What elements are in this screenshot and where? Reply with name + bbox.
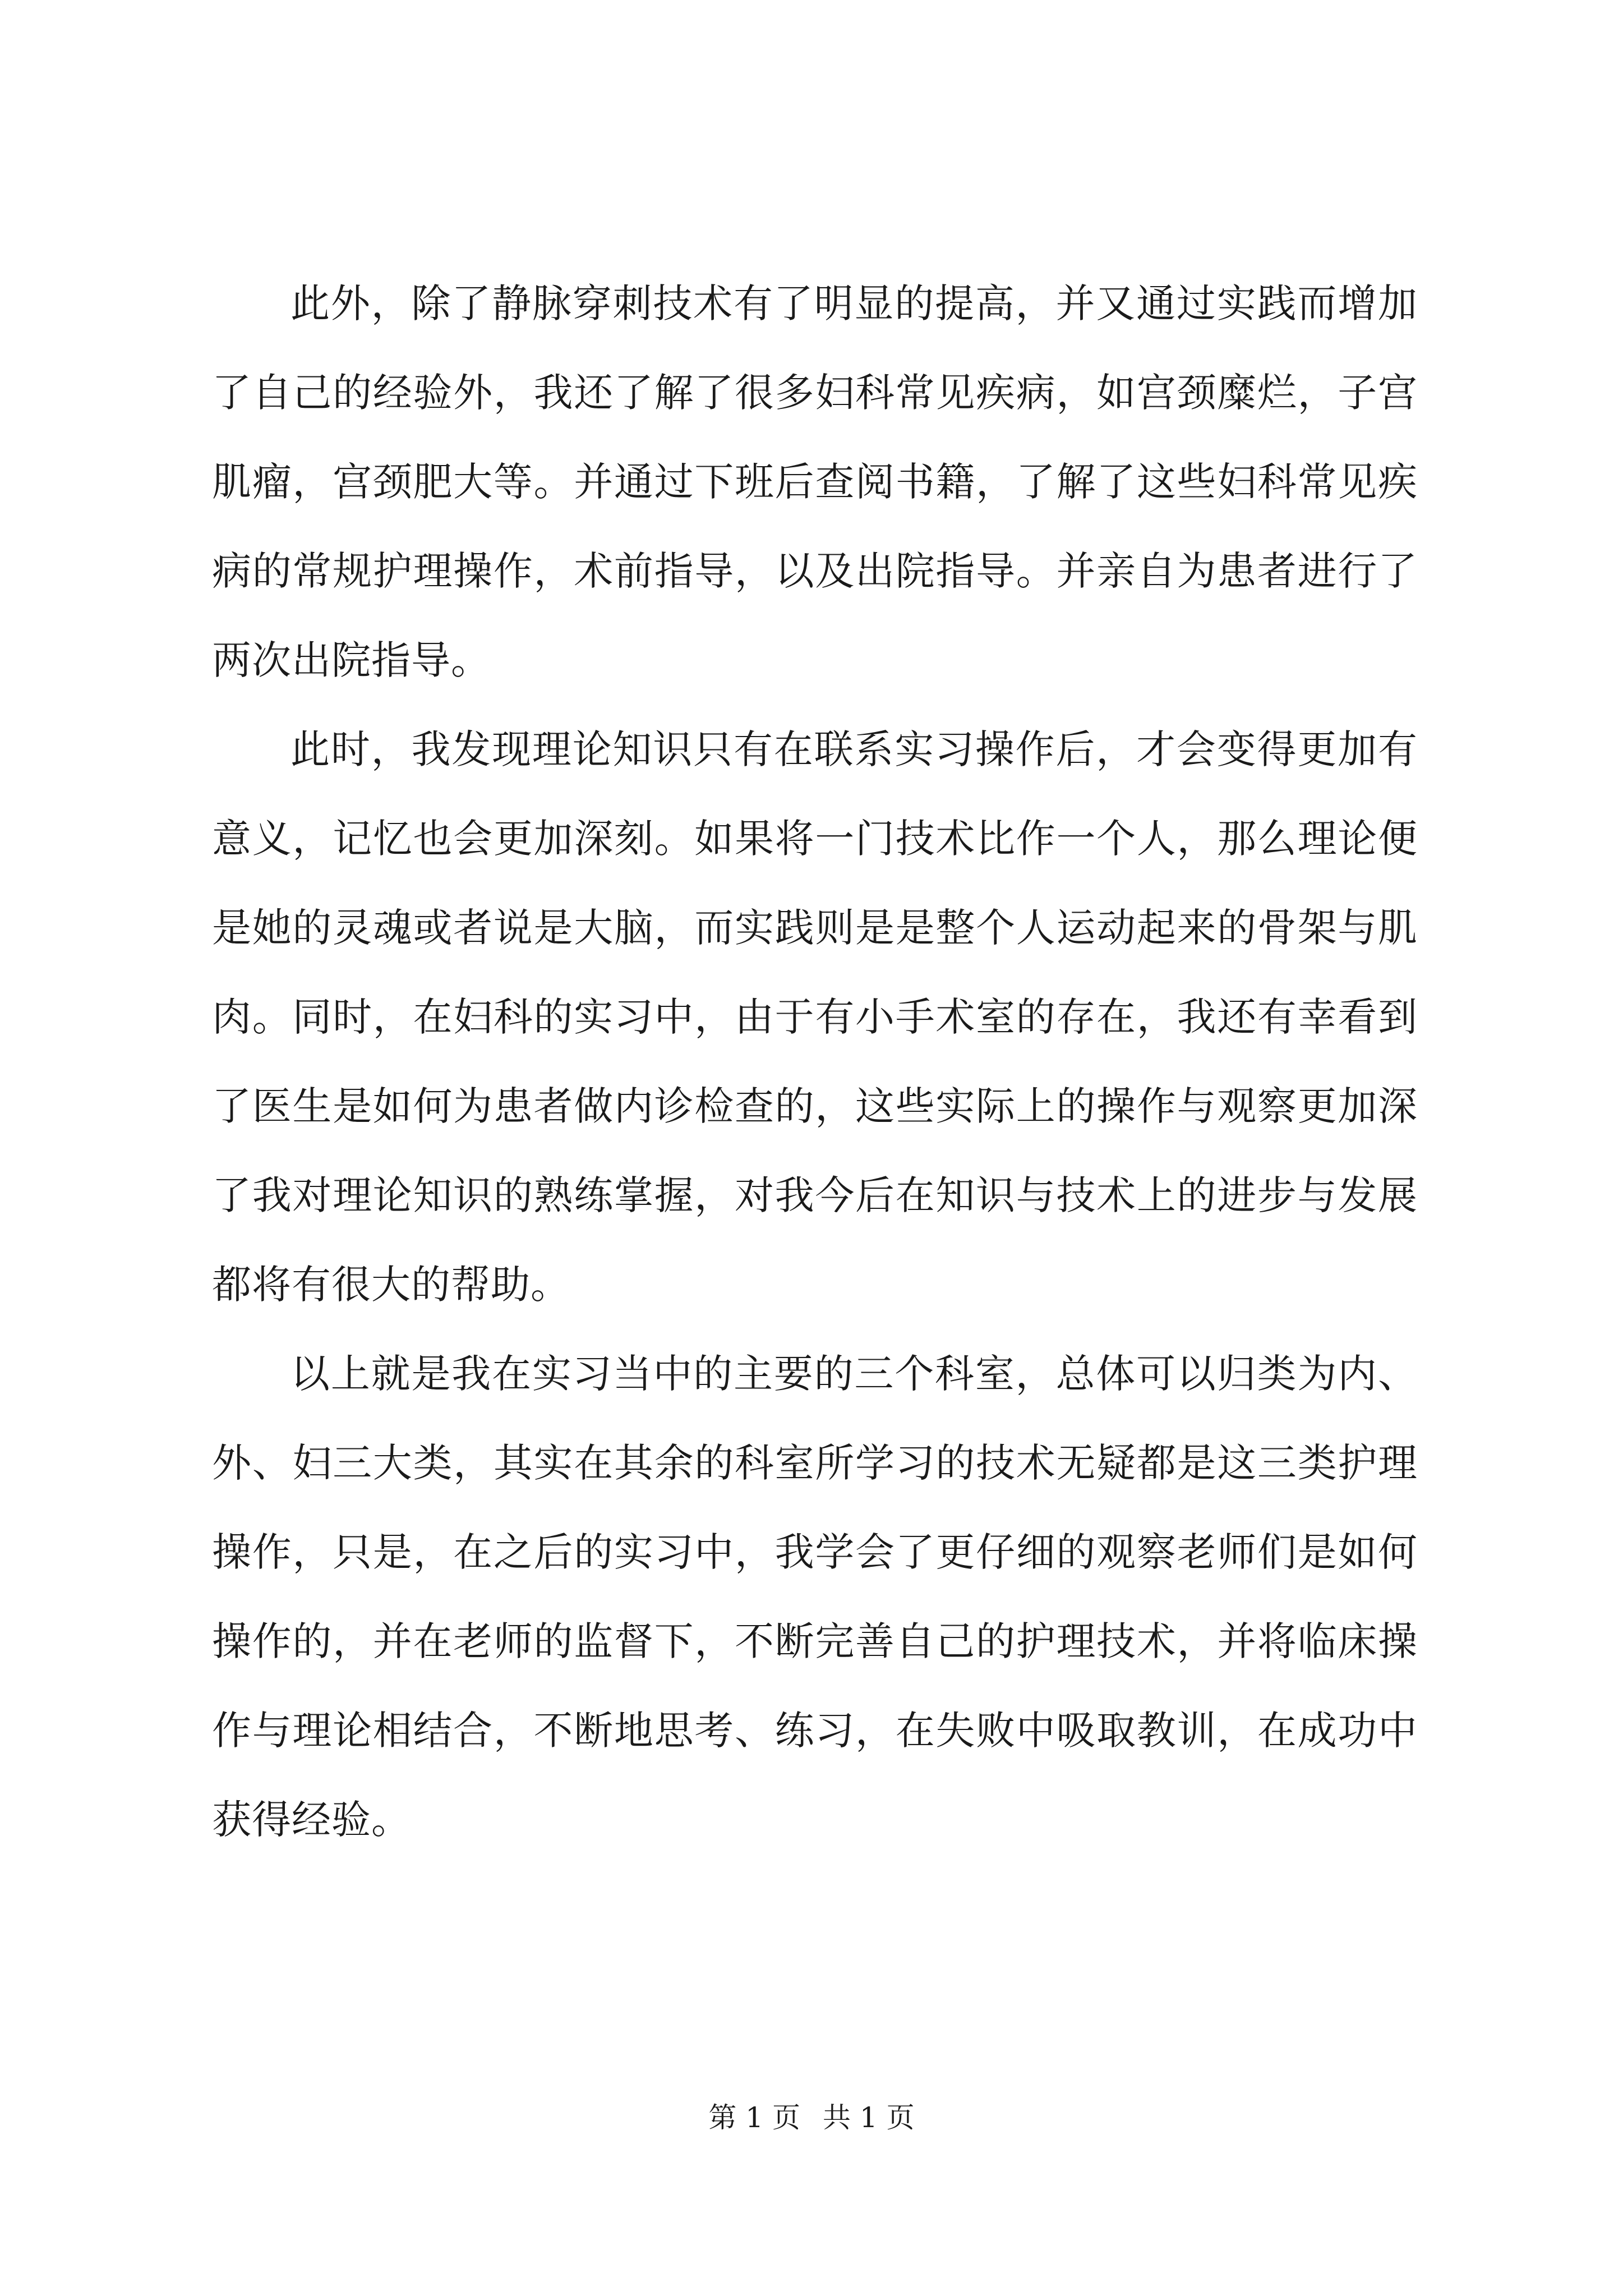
paragraph-3: 以上就是我在实习当中的主要的三个科室，总体可以归类为内、外、妇三大类，其实在其余的科室所学习的技术无疑都是这三类护理操作，只是，在之后的实习中，我学会了更仔细的观察老师们是如何操作的，并在老师的监督下，不断完善自己的护理技术，并将临床操作与理论相结合，不断地思考、练习，在失败中吸取教训，在成功中获得经验。 — [212, 1351, 1418, 1843]
page-number-total: 共 1 页 — [823, 2101, 915, 2134]
page-footer — [0, 2098, 1623, 2137]
document-body — [212, 259, 1418, 1865]
paragraph-1: 此外，除了静脉穿刺技术有了明显的提高，并又通过实践而增加了自己的经验外，我还了解了很多妇科常见疾病，如宫颈糜烂，子宫肌瘤，宫颈肥大等。并通过下班后查阅书籍，了解了这些妇科常见疾病的常规护理操作，术前指导，以及出院指导。并亲自为患者进行了两次出院指导。 — [212, 280, 1418, 683]
paragraph-2: 此时，我发现理论知识只有在联系实习操作后，才会变得更加有意义，记忆也会更加深刻。如果将一门技术比作一个人，那么理论便是她的灵魂或者说是大脑，而实践则是是整个人运动起来的骨架与肌肉。同时，在妇科的实习中，由于有小手术室的存在，我还有幸看到了医生是如何为患者做内诊检查的，这些实际上的操作与观察更加深了我对理论知识的熟练掌握，对我今后在知识与技术上的进步与发展都将有很大的帮助。 — [212, 726, 1418, 1308]
page-number-current: 第 1 页 — [708, 2101, 800, 2134]
